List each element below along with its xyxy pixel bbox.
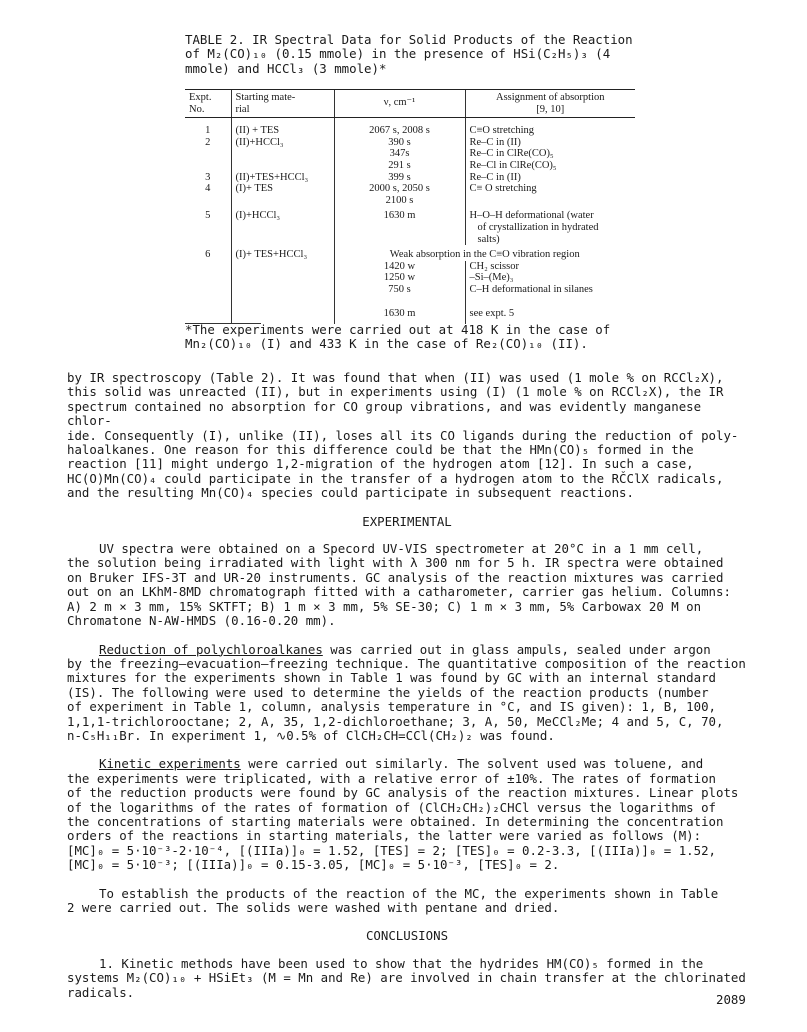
caption-line: TABLE 2. IR Spectral Data for Solid Products of the Reaction: [185, 32, 633, 47]
header-expt-no: Expt. No.: [185, 90, 231, 118]
footnote-line: Mn₂(CO)₁₀ (I) and 433 K in the case of Re₂(CO)₁₀ (II).: [185, 336, 588, 352]
wavenumber: 2067 s, 2008 s: [334, 118, 465, 137]
header-wavenumber: ν, cm⁻¹: [334, 90, 465, 118]
wavenumber: 1630 m: [334, 296, 465, 325]
assignment: C≡ O stretching: [465, 183, 635, 206]
table-header-row: [185, 90, 635, 118]
starting-material: (II)+TES+HCCl₃: [231, 172, 334, 184]
table-caption: [185, 33, 655, 76]
assignment: H–O–H deformational (water of crystallization in hydrated salts): [465, 206, 635, 245]
wavenumber: 399 s: [334, 172, 465, 184]
starting-material: (II) + TES: [231, 118, 334, 137]
paragraph-conclusion-1: 1. Kinetic methods have been used to show that the hydrides HM(CO)₅ formed in the systems M₂(CO)₁₀ + HSiEt₃ (M = Mn and Re) are involved in chain transfer at the chlorinated radicals.: [67, 955, 746, 1000]
footnote-line: *The experiments were carried out at 418 K in the case of: [185, 322, 611, 337]
paragraph-instruments: UV spectra were obtained on a Specord UV-VIS spectrometer at 20°C in a 1 mm cell, the solution being irradiated with light with λ 300 nm for 5 h. IR spectra were obtained on Bruker IFS-3T and UR-20 instruments. GC analysis of the reaction mixtures was carried out on an LKhM-8MD chromatograph fitted with a catharometer, carrier gas helium. Columns: A) 2 m × 3 mm, 15% SKTFT; B) 1 m × 3 mm, 5% SE-30; C) 1 m × 3 mm, 5% Carbowax 20 M on Chromatone N-AW-HMDS (0.16-0.20 mm).: [67, 541, 731, 629]
header-assignment: Assignment of absorption [9, 10]: [465, 90, 635, 118]
reduction-lead: Reduction of polychloroalkanes: [99, 641, 323, 657]
caption-line: mmole) and HCCl₃ (3 mmole)*: [185, 60, 387, 76]
assignment: Re–C in (II): [465, 172, 635, 184]
expt-number: [185, 296, 231, 325]
paragraph-ir-discussion: by IR spectroscopy (Table 2). It was found that when (II) was used (1 mole % on RCCl₂X), this solid was unreacted (II), but in experiments using (I) (1 mole % on RCCl₂X), the IR spectrum contained no absorption for CO group vibrations, and was evidently manganese chlor- ide. Consequently (I), unlike (II), loses all its CO ligands during the reduction of poly- haloalkanes. One reason for this difference could be that the HMn(CO)₅ formed in the reaction [11] might undergo 1,2-migration of the hydrogen atom [12]. In such a case, HC(O)Mn(CO)₄ could participate in the transfer of a hydrogen atom to the RČClX radicals, and the resulting Mn(CO)₄ species could participate in subsequent reactions.: [67, 370, 739, 501]
table-row: [185, 183, 635, 206]
assignment: C≡O stretching: [465, 118, 635, 137]
weak-absorption-note: Weak absorption in the C≡O vibration region: [334, 245, 635, 261]
starting-material: (II)+HCCl₃: [231, 137, 334, 172]
expt-number: 5: [205, 210, 211, 222]
starting-material: (I)+ TES: [231, 183, 334, 206]
table-row: [185, 137, 635, 172]
expt-number: 1: [205, 125, 211, 137]
table-row: [185, 261, 635, 296]
table-row: [185, 118, 635, 137]
ir-spectral-table: [185, 89, 635, 324]
expt-number: 2: [205, 136, 211, 148]
wavenumber: 1630 m: [334, 206, 465, 245]
assignment: CH₂ scissor –Si–(Me)₃ C–H deformational in silanes: [465, 261, 635, 296]
page-number: 2089: [716, 992, 746, 1007]
heading-conclusions: CONCLUSIONS: [365, 928, 449, 944]
table-footnote-text: [185, 323, 655, 352]
expt-number: 4: [205, 183, 211, 195]
table-row: [185, 172, 635, 184]
expt-number: 3: [205, 171, 211, 183]
caption-line: of M₂(CO)₁₀ (0.15 mmole) in the presence of HSi(C₂H₅)₃ (4: [185, 46, 611, 62]
kinetic-lead: Kinetic experiments: [99, 756, 241, 772]
table-row: [185, 206, 635, 245]
starting-material: (I)+ TES+HCCl₃: [231, 245, 334, 261]
header-starting-material: Starting mate- rial: [231, 90, 334, 118]
paragraph-kinetic: Kinetic experiments were carried out similarly. The solvent used was toluene, and the experiments were triplicated, with a relative error of ±10%. The rates of formation of the reduction products were found by GC analysis of the reaction mixtures. Linear plots of the logarithms of the rates of formation of (ClCH₂CH₂)₂CHCl versus the logarithms of the concentrations of starting materials were obtained. In determining the concentration orders of the reactions in starting materials, the latter were varied as follows (M): [MC]₀ = 5·10⁻³-2·10⁻⁴, [(IIIa)]₀ = 1.52, [TES] = 2; [TES]₀ = 0.2-3.3, [(IIIa)]₀ = 1.52, [MC]₀ = 5·10⁻³; [(IIIa)]₀ = 0.15-3.05, [MC]₀ = 5·10⁻³, [TES]₀ = 2.: [67, 756, 739, 873]
paragraph-products: To establish the products of the reaction of the MC, the experiments shown in Table 2 were carried out. The solids were washed with pentane and dried.: [67, 885, 719, 915]
wavenumber: 390 s 347s 291 s: [334, 137, 465, 172]
assignment: Re–C in (II) Re–C in ClRe(CO)₅ Re–Cl in ClRe(CO)₅: [465, 137, 635, 172]
paragraph-reduction: Reduction of polychloroalkanes was carried out in glass ampuls, sealed under argon by the freezing–evacuation–freezing technique. The quantitative composition of the reaction mixtures for the experiments shown in Table 1 was found by GC with an internal standard (IS). The following were used to determine the yields of the reaction products (number of experiment in Table 1, column, analysis temperature in °C, and IS given): 1, B, 100, 1,1,1-trichlorooctane; 2, A, 35, 1,2-dichloroethane; 3, A, 50, MeCCl₂Me; 4 and 5, C, 70, n-C₅H₁₁Br. In experiment 1, ∿0.5% of ClCH₂CH=CCl(CH₂)₂ was found.: [67, 641, 746, 743]
wavenumber: 2000 s, 2050 s 2100 s: [334, 183, 465, 206]
starting-material: (I)+HCCl₃: [231, 206, 334, 245]
table-row: [185, 245, 635, 261]
expt-number: 6: [205, 249, 211, 261]
table-row: [185, 296, 635, 325]
heading-experimental: EXPERIMENTAL: [362, 513, 452, 529]
assignment: see expt. 5: [465, 296, 635, 325]
wavenumber: 1420 w 1250 w 750 s: [334, 261, 465, 296]
body-text: [67, 371, 747, 1000]
